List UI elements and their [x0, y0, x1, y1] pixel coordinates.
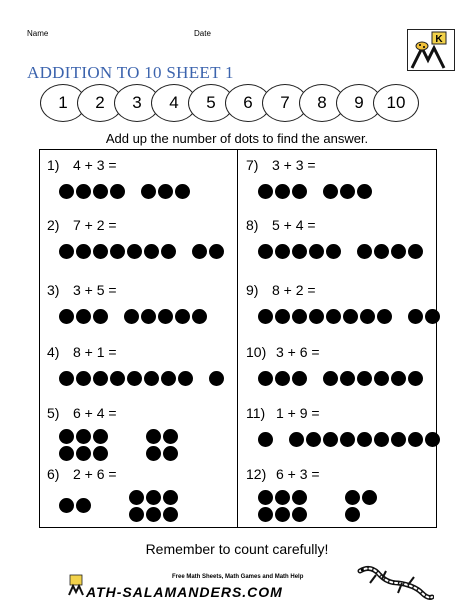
problem-expression: 1 + 9 = [276, 405, 320, 421]
dot-group-a [76, 184, 91, 199]
dot-group-a [59, 446, 74, 461]
dot-group-a [258, 490, 273, 505]
dot-group-b [425, 432, 440, 447]
dot-group-a [275, 490, 290, 505]
dot-group-a [76, 309, 91, 324]
instructions: Add up the number of dots to find the answer. [105, 131, 369, 146]
dot-group-b [146, 429, 161, 444]
dot-group-a [76, 429, 91, 444]
dot-group-a [93, 371, 108, 386]
number-oval-3: 3 [114, 84, 160, 122]
number-oval-6: 6 [225, 84, 271, 122]
dot-group-a [110, 371, 125, 386]
dot-group-b [362, 490, 377, 505]
dot-group-b [357, 371, 372, 386]
dot-group-a [144, 371, 159, 386]
dot-group-a [59, 429, 74, 444]
problem-expression: 4 + 3 = [73, 157, 117, 173]
dot-group-b [141, 309, 156, 324]
problem-expression: 8 + 2 = [272, 282, 316, 298]
dot-group-a [76, 244, 91, 259]
footer-tagline: Free Math Sheets, Math Games and Math Help [172, 574, 304, 580]
dot-group-a [309, 244, 324, 259]
dot-group-a [258, 432, 273, 447]
problem-number: 6) [47, 466, 60, 482]
footer-logo-icon [68, 574, 84, 596]
dot-group-b [129, 507, 144, 522]
dot-group-a [76, 371, 91, 386]
dot-group-b [323, 432, 338, 447]
dot-group-b [340, 184, 355, 199]
dot-group-a [144, 244, 159, 259]
footer-brand: ATH-SALAMANDERS.COM [86, 584, 283, 600]
logo-salamander-icon [407, 29, 455, 71]
dot-group-a [275, 244, 290, 259]
dot-group-b [192, 309, 207, 324]
problem-number: 5) [47, 405, 60, 421]
problem-number: 10) [246, 344, 267, 360]
page-title: ADDITION TO 10 SHEET 1 [27, 63, 234, 82]
dot-group-b [340, 371, 355, 386]
dot-group-b [357, 432, 372, 447]
number-oval-1: 1 [40, 84, 86, 122]
dot-group-b [163, 490, 178, 505]
dot-group-a [258, 184, 273, 199]
dot-group-a [309, 309, 324, 324]
dot-group-a [292, 309, 307, 324]
date-label: Date [194, 29, 211, 38]
problem-number: 1) [47, 157, 60, 173]
number-line [40, 84, 420, 124]
dot-group-a [59, 244, 74, 259]
dot-group-a [292, 490, 307, 505]
number-oval-7: 7 [262, 84, 308, 122]
dot-group-a [93, 244, 108, 259]
dot-group-a [258, 507, 273, 522]
dot-group-b [163, 429, 178, 444]
dot-group-b [357, 244, 372, 259]
svg-text:K: K [435, 34, 443, 45]
number-oval-5: 5 [188, 84, 234, 122]
dot-group-b [408, 432, 423, 447]
problem-expression: 8 + 1 = [73, 344, 117, 360]
dot-group-b [391, 432, 406, 447]
problem-number: 9) [246, 282, 259, 298]
problem-expression: 3 + 3 = [272, 157, 316, 173]
dot-group-b [345, 507, 360, 522]
problem-expression: 3 + 6 = [276, 344, 320, 360]
dot-group-b [192, 244, 207, 259]
dot-group-b [391, 244, 406, 259]
dot-group-a [161, 244, 176, 259]
dot-group-b [374, 244, 389, 259]
number-oval-9: 9 [336, 84, 382, 122]
dot-group-b [323, 184, 338, 199]
dot-group-a [161, 371, 176, 386]
dot-group-a [258, 244, 273, 259]
dot-group-b [289, 432, 304, 447]
problem-expression: 2 + 6 = [73, 466, 117, 482]
problem-expression: 6 + 4 = [73, 405, 117, 421]
dot-group-b [357, 184, 372, 199]
name-label: Name [27, 29, 49, 38]
dot-group-b [306, 432, 321, 447]
dot-group-b [158, 184, 173, 199]
dot-group-a [76, 498, 91, 513]
dot-group-a [292, 507, 307, 522]
dot-group-a [93, 446, 108, 461]
dot-group-b [391, 371, 406, 386]
dot-group-b [175, 309, 190, 324]
dot-group-a [258, 371, 273, 386]
dot-group-a [110, 184, 125, 199]
dot-group-b [146, 490, 161, 505]
dot-group-a [360, 309, 375, 324]
dot-group-a [326, 244, 341, 259]
dot-group-a [275, 184, 290, 199]
dot-group-b [146, 507, 161, 522]
dot-group-a [93, 309, 108, 324]
problem-number: 12) [246, 466, 267, 482]
problem-number: 2) [47, 217, 60, 233]
problem-expression: 6 + 3 = [276, 466, 320, 482]
problem-number: 3) [47, 282, 60, 298]
reminder-text: Remember to count carefully! [145, 541, 329, 557]
salamander-icon [356, 563, 434, 603]
dot-group-a [292, 371, 307, 386]
dot-group-a [258, 309, 273, 324]
dot-group-b [158, 309, 173, 324]
dot-group-b [374, 432, 389, 447]
dot-group-b [323, 371, 338, 386]
number-oval-2: 2 [77, 84, 123, 122]
dot-group-b [209, 244, 224, 259]
dot-group-a [127, 244, 142, 259]
dot-group-a [292, 244, 307, 259]
dot-group-a [127, 371, 142, 386]
problem-expression: 5 + 4 = [272, 217, 316, 233]
dot-group-a [59, 498, 74, 513]
dot-group-b [340, 432, 355, 447]
dot-group-a [377, 309, 392, 324]
dot-group-b [163, 507, 178, 522]
number-oval-4: 4 [151, 84, 197, 122]
dot-group-a [110, 244, 125, 259]
dot-group-a [178, 371, 193, 386]
problem-expression: 3 + 5 = [73, 282, 117, 298]
dot-group-b [163, 446, 178, 461]
number-oval-8: 8 [299, 84, 345, 122]
problem-number: 11) [246, 405, 266, 421]
column-divider [237, 149, 238, 528]
dot-group-a [59, 371, 74, 386]
dot-group-a [76, 446, 91, 461]
dot-group-b [141, 184, 156, 199]
dot-group-b [408, 371, 423, 386]
dot-group-b [124, 309, 139, 324]
dot-group-b [374, 371, 389, 386]
dot-group-b [129, 490, 144, 505]
dot-group-b [425, 309, 440, 324]
problem-number: 4) [47, 344, 60, 360]
dot-group-a [275, 507, 290, 522]
problem-number: 7) [246, 157, 259, 173]
dot-group-a [59, 309, 74, 324]
dot-group-a [326, 309, 341, 324]
dot-group-a [275, 309, 290, 324]
dot-group-a [93, 429, 108, 444]
dot-group-a [59, 184, 74, 199]
problem-number: 8) [246, 217, 259, 233]
dot-group-b [209, 371, 224, 386]
dot-group-b [408, 244, 423, 259]
dot-group-a [275, 371, 290, 386]
dot-group-a [343, 309, 358, 324]
dot-group-a [292, 184, 307, 199]
dot-group-a [93, 184, 108, 199]
dot-group-b [345, 490, 360, 505]
dot-group-b [146, 446, 161, 461]
dot-group-b [175, 184, 190, 199]
number-oval-10: 10 [373, 84, 419, 122]
problem-expression: 7 + 2 = [73, 217, 117, 233]
dot-group-b [408, 309, 423, 324]
